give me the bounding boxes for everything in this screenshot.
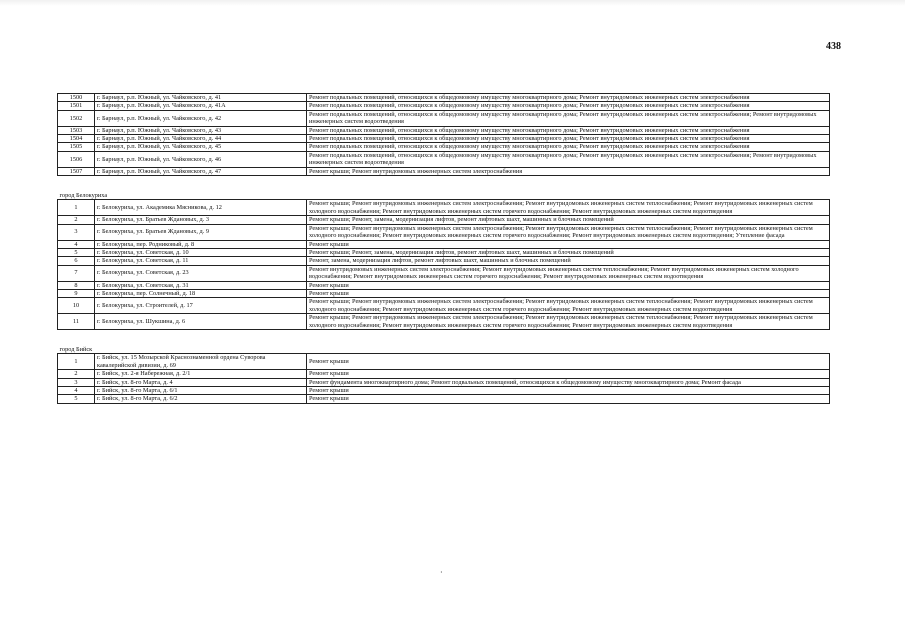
row-works: Ремонт крыши; Ремонт внутридомовых инженерных систем электроснабжения; Ремонт внутридомовых инженерных систем теплоснабжения; Ремонт внутридомовых инженерных систем холодного водоснабжения; Ремонт внутридомовых инженерных систем горячего водоснабжения; Ремонт внутридомовых инженерных систем водоотведения xyxy=(307,298,830,314)
table-row xyxy=(58,135,830,143)
row-works: Ремонт крыши xyxy=(307,370,830,378)
row-number: 10 xyxy=(58,298,95,314)
table-row xyxy=(58,167,830,175)
row-number: 5 xyxy=(58,248,95,256)
table-row xyxy=(58,354,830,370)
row-address: г. Белокуриха, ул. Братьев Ждановых, д. 9 xyxy=(95,224,307,240)
row-number: 1507 xyxy=(58,167,95,175)
table-row xyxy=(58,387,830,395)
row-works: Ремонт крыши; Ремонт внутридомовых инженерных систем электроснабжения; Ремонт внутридомовых инженерных систем теплоснабжения; Ремонт внутридомовых инженерных систем холодного водоснабжения; Ремонт внутридомовых инженерных систем горячего водоснабжения; Ремонт внутридомовых инженерных систем водоотведения; Утепление фасада xyxy=(307,224,830,240)
row-works: Ремонт крыши; Ремонт внутридомовых инженерных систем электроснабжения; Ремонт внутридомовых инженерных систем теплоснабжения; Ремонт внутридомовых инженерных систем холодного водоснабжения; Ремонт внутридомовых инженерных систем горячего водоснабжения; Ремонт внутридомовых инженерных систем водоотведения xyxy=(307,314,830,330)
row-number: 4 xyxy=(58,240,95,248)
row-number: 11 xyxy=(58,314,95,330)
table-row xyxy=(58,395,830,403)
row-number: 1506 xyxy=(58,151,95,167)
row-number: 6 xyxy=(58,257,95,265)
section-title: город Белокуриха xyxy=(58,192,830,200)
row-address: г. Белокуриха, ул. Советская, д. 11 xyxy=(95,257,307,265)
table-row xyxy=(58,298,830,314)
page-number: 438 xyxy=(826,41,841,52)
row-works: Ремонт, замена, модернизация лифтов, ремонт лифтовых шахт, машинных и блочных помещений xyxy=(307,257,830,265)
table-row xyxy=(58,143,830,151)
row-number: 7 xyxy=(58,265,95,281)
row-address: г. Барнаул, р.п. Южный, ул. Чайковского, д. 43 xyxy=(95,126,307,134)
row-number: 2 xyxy=(58,370,95,378)
row-address: г. Барнаул, р.п. Южный, ул. Чайковского, д. 41А xyxy=(95,102,307,110)
section-gap xyxy=(58,329,830,346)
table-row xyxy=(58,314,830,330)
row-number: 1502 xyxy=(58,110,95,126)
row-works: Ремонт крыши; Ремонт, замена, модернизация лифтов, ремонт лифтовых шахт, машинных и блочных помещений xyxy=(307,248,830,256)
row-works: Ремонт крыши xyxy=(307,354,830,370)
section-gap xyxy=(58,176,830,193)
row-number: 2 xyxy=(58,216,95,224)
address-works-table xyxy=(57,93,830,404)
row-works: Ремонт крыши; Ремонт внутридомовых инженерных систем электроснабжения; Ремонт внутридомовых инженерных систем теплоснабжения; Ремонт внутридомовых инженерных систем холодного водоснабжения; Ремонт внутридомовых инженерных систем горячего водоснабжения; Ремонт внутридомовых инженерных систем водоотведения xyxy=(307,200,830,216)
table-row xyxy=(58,94,830,102)
row-number: 1500 xyxy=(58,94,95,102)
scan-artifact-dot: · xyxy=(440,568,443,577)
table-row xyxy=(58,224,830,240)
table-row xyxy=(58,378,830,386)
row-number: 9 xyxy=(58,289,95,297)
row-address: г. Белокуриха, пер. Солнечный, д. 18 xyxy=(95,289,307,297)
row-address: г. Белокуриха, ул. Строителей, д. 17 xyxy=(95,298,307,314)
row-address: г. Белокуриха, ул. Братьев Ждановых, д. 3 xyxy=(95,216,307,224)
row-works: Ремонт подвальных помещений, относящихся к общедомовому имуществу многоквартирного дома; Ремонт внутридомовых инженерных систем электроснабжения xyxy=(307,143,830,151)
row-address: г. Белокуриха, пер. Родниковый, д. 8 xyxy=(95,240,307,248)
row-works: Ремонт подвальных помещений, относящихся к общедомовому имуществу многоквартирного дома; Ремонт внутридомовых инженерных систем электроснабжения xyxy=(307,102,830,110)
row-address: г. Барнаул, р.п. Южный, ул. Чайковского, д. 41 xyxy=(95,94,307,102)
table-row xyxy=(58,257,830,265)
row-works: Ремонт подвальных помещений, относящихся к общедомовому имуществу многоквартирного дома; Ремонт внутридомовых инженерных систем электроснабжения xyxy=(307,126,830,134)
row-works: Ремонт крыши xyxy=(307,395,830,403)
row-works: Ремонт внутридомовых инженерных систем электроснабжения; Ремонт внутридомовых инженерных систем теплоснабжения; Ремонт внутридомовых инженерных систем холодного водоснабжения; Ремонт внутридомовых инженерных систем горячего водоснабжения; Ремонт внутридомовых инженерных систем водоотведения xyxy=(307,265,830,281)
table-row xyxy=(58,102,830,110)
section-title: город Бийск xyxy=(58,346,830,354)
row-works: Ремонт фундамента многоквартирного дома; Ремонт подвальных помещений, относящихся к общедомовому имуществу многоквартирного дома; Ремонт фасада xyxy=(307,378,830,386)
row-number: 1504 xyxy=(58,135,95,143)
row-address: г. Белокуриха, ул. Советская, д. 10 xyxy=(95,248,307,256)
table-row xyxy=(58,151,830,167)
row-address: г. Барнаул, р.п. Южный, ул. Чайковского, д. 45 xyxy=(95,143,307,151)
row-number: 1503 xyxy=(58,126,95,134)
table-row xyxy=(58,281,830,289)
scan-top-edge xyxy=(0,0,905,6)
row-number: 1 xyxy=(58,354,95,370)
row-address: г. Барнаул, р.п. Южный, ул. Чайковского, д. 46 xyxy=(95,151,307,167)
row-address: г. Бийск, ул. 8-го Марта, д. 6/1 xyxy=(95,387,307,395)
table-row xyxy=(58,110,830,126)
row-address: г. Бийск, ул. 2-я Набережная, д. 2/1 xyxy=(95,370,307,378)
row-works: Ремонт крыши xyxy=(307,387,830,395)
table-row xyxy=(58,216,830,224)
row-number: 1501 xyxy=(58,102,95,110)
section-header-row xyxy=(58,192,830,200)
row-number: 4 xyxy=(58,387,95,395)
row-works: Ремонт подвальных помещений, относящихся к общедомовому имуществу многоквартирного дома; Ремонт внутридомовых инженерных систем электроснабжения; Ремонт внутридомовых инженерных систем водоотведения xyxy=(307,151,830,167)
table-row xyxy=(58,289,830,297)
row-number: 3 xyxy=(58,224,95,240)
row-works: Ремонт подвальных помещений, относящихся к общедомовому имуществу многоквартирного дома; Ремонт внутридомовых инженерных систем электроснабжения; Ремонт внутридомовых инженерных систем водоотведения xyxy=(307,110,830,126)
row-address: г. Белокуриха, ул. Советская, д. 31 xyxy=(95,281,307,289)
row-number: 3 xyxy=(58,378,95,386)
row-address: г. Барнаул, р.п. Южный, ул. Чайковского, д. 44 xyxy=(95,135,307,143)
row-address: г. Барнаул, р.п. Южный, ул. Чайковского, д. 47 xyxy=(95,167,307,175)
row-number: 8 xyxy=(58,281,95,289)
table-row xyxy=(58,126,830,134)
section-header-row xyxy=(58,346,830,354)
row-number: 1 xyxy=(58,200,95,216)
row-number: 1505 xyxy=(58,143,95,151)
table-row xyxy=(58,370,830,378)
row-works: Ремонт подвальных помещений, относящихся к общедомовому имуществу многоквартирного дома; Ремонт внутридомовых инженерных систем электроснабжения xyxy=(307,135,830,143)
repair-program-table xyxy=(57,93,829,404)
table-row xyxy=(58,265,830,281)
table-row xyxy=(58,248,830,256)
row-works: Ремонт крыши xyxy=(307,281,830,289)
row-address: г. Бийск, ул. 15 Мозырской Краснознаменной ордена Суворова кавалерийской дивизии, д. 69 xyxy=(95,354,307,370)
row-works: Ремонт крыши; Ремонт внутридомовых инженерных систем электроснабжения xyxy=(307,167,830,175)
row-works: Ремонт крыши xyxy=(307,289,830,297)
table-row xyxy=(58,240,830,248)
row-address: г. Белокуриха, ул. Советская, д. 23 xyxy=(95,265,307,281)
row-address: г. Барнаул, р.п. Южный, ул. Чайковского, д. 42 xyxy=(95,110,307,126)
row-works: Ремонт крыши; Ремонт, замена, модернизация лифтов, ремонт лифтовых шахт, машинных и блочных помещений xyxy=(307,216,830,224)
row-address: г. Белокуриха, ул. Шукшина, д. 6 xyxy=(95,314,307,330)
row-works: Ремонт подвальных помещений, относящихся к общедомовому имуществу многоквартирного дома; Ремонт внутридомовых инженерных систем электроснабжения xyxy=(307,94,830,102)
row-works: Ремонт крыши xyxy=(307,240,830,248)
row-address: г. Бийск, ул. 8-го Марта, д. 6/2 xyxy=(95,395,307,403)
row-number: 5 xyxy=(58,395,95,403)
table-row xyxy=(58,200,830,216)
row-address: г. Белокуриха, ул. Академика Мясникова, д. 12 xyxy=(95,200,307,216)
row-address: г. Бийск, ул. 8-го Марта, д. 4 xyxy=(95,378,307,386)
